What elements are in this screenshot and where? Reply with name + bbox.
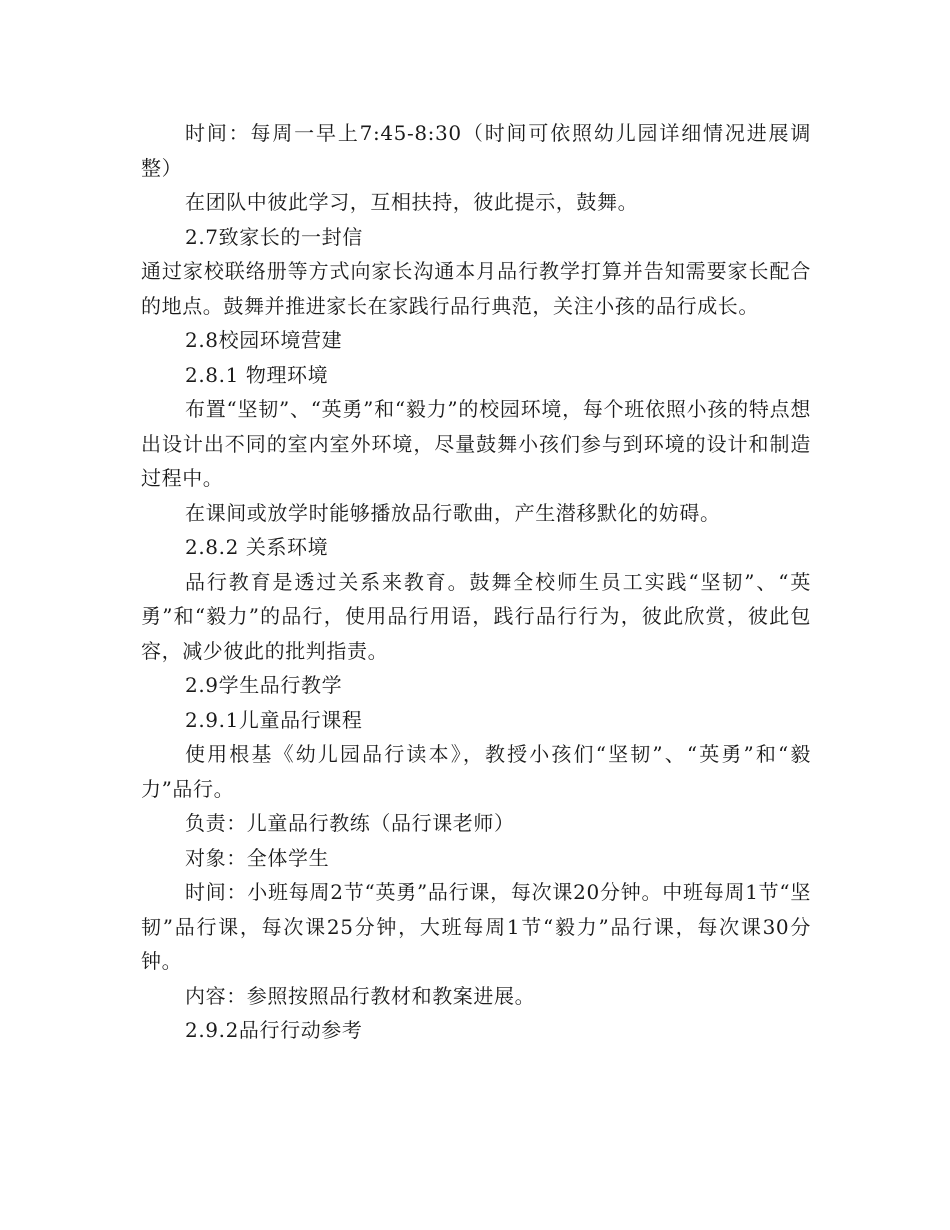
paragraph-relationship-environment-body: 品行教育是透过关系来教育。鼓舞全校师生员工实践“坚韧”、“英勇”和“毅力”的品行，使用品行用语，践行品行行为，彼此欣赏，彼此包容，减少彼此的批判指责。 (141, 569, 811, 663)
paragraph-course-audience: 对象：全体学生 (185, 845, 330, 870)
heading-2-8-2-relationship-environment: 2.8.2 关系环境 (185, 535, 329, 559)
paragraph-team-learning: 在团队中彼此学习，互相扶持，彼此提示，鼓舞。 (185, 190, 639, 214)
heading-2-9-2-character-action-reference: 2.9.2品行行动参考 (185, 1018, 363, 1042)
paragraph-course-textbook: 使用根基《幼儿园品行读本》，教授小孩们“坚韧”、“英勇”和“毅力”品行。 (141, 742, 811, 801)
paragraph-character-songs: 在课间或放学时能够播放品行歌曲，产生潜移默化的妨碍。 (185, 500, 721, 525)
paragraph-course-responsible: 负责：儿童品行教练（品行课老师） (185, 811, 515, 835)
heading-2-8-1-physical-environment: 2.8.1 物理环境 (185, 362, 329, 387)
paragraph-physical-environment-body: 布置“坚韧”、“英勇”和“毅力”的校园环境，每个班依照小孩的特点想出设计出不同的室内室外环境，尽量鼓舞小孩们参与到环境的设计和制造过程中。 (141, 397, 811, 490)
heading-2-7-parent-letter: 2.7致家长的一封信 (185, 224, 363, 249)
paragraph-course-time: 时间：小班每周2节“英勇”品行课，每次课20分钟。中班每周1节“坚韧”品行课，每次课25分钟，大班每周1节“毅力”品行课，每次课30分钟。 (141, 880, 811, 973)
paragraph-course-content: 内容：参照按照品行教材和教案进展。 (185, 983, 536, 1008)
heading-2-9-1-children-character-course: 2.9.1儿童品行课程 (185, 707, 363, 732)
document-body (141, 116, 811, 1048)
heading-2-8-campus-environment: 2.8校园环境营建 (185, 328, 343, 352)
paragraph-schedule-time: 时间：每周一早上7:45-8:30（时间可依照幼儿园详细情况进展调整） (141, 121, 811, 180)
heading-2-9-student-character-teaching: 2.9学生品行教学 (185, 673, 343, 697)
paragraph-parent-letter-body: 通过家校联络册等方式向家长沟通本月品行教学打算并告知需要家长配合的地点。鼓舞并推进家长在家践行品行典范，关注小孩的品行成长。 (141, 259, 811, 318)
